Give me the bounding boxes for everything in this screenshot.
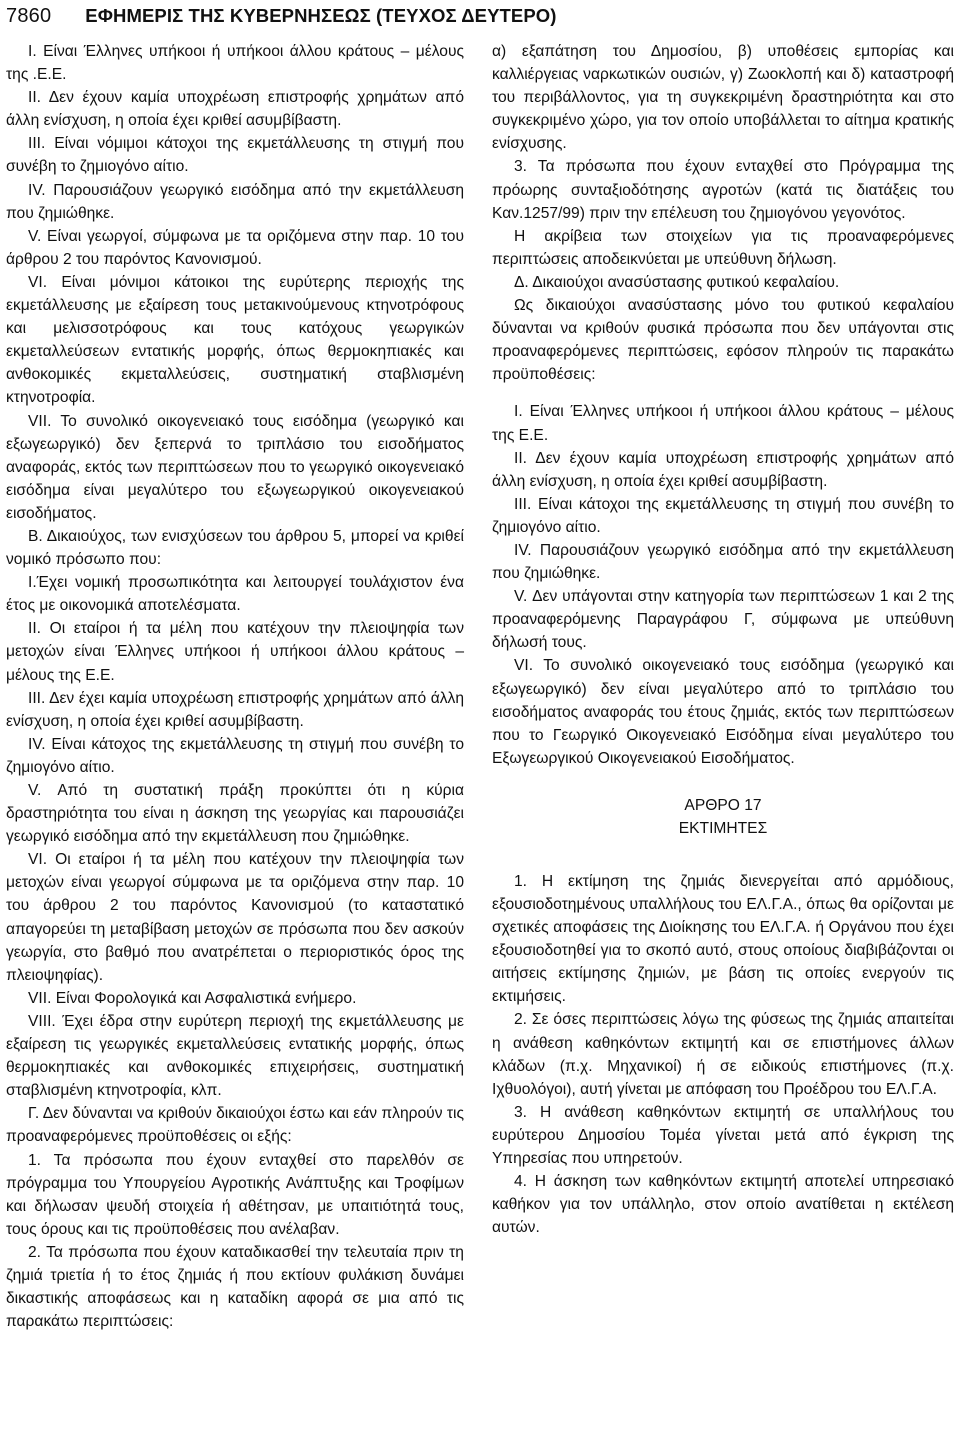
paragraph: Γ. Δεν δύνανται να κριθούν δικαιούχοι έστω και εάν πληρούν τις προαναφερόμενες προϋποθέσεις οι εξής: xyxy=(6,1105,464,1146)
paragraph: 1. Η εκτίμηση της ζημιάς διενεργείται από αρμόδιους, εξουσιοδοτημένους υπαλλήλους του ΕΛ.Γ.Α., όπως θα ορίζονται με σχετικές αποφάσεις της Διοίκησης του ΕΛ.Γ.Α. ή Οργάνου που έχει εξουσιοδοτηθεί για το σκοπό αυτό, στους οποίους διαβιβάζονται οι αιτήσεις εκτίμησης ζημιών, με βάση τις οποίες ενεργούν τις εκτιμήσεις. xyxy=(492,872,954,1006)
paragraph: Ως δικαιούχοι ανασύστασης μόνο του φυτικού κεφαλαίου δύνανται να κριθούν φυσικά πρόσωπα που δεν υπάγονται στις προαναφερόμενες περιπτώσεις, εφόσον πληρούν τις παρακάτω προϋποθέσεις: xyxy=(492,297,954,384)
paragraph: Ι. Είναι Έλληνες υπήκοοι ή υπήκοοι άλλου κράτους – μέλους της .Ε.Ε. xyxy=(6,43,464,84)
paragraph: 1. Τα πρόσωπα που έχουν ενταχθεί στο παρελθόν σε πρόγραμμα του Υπουργείου Αγροτικής Ανάπτυξης και Τροφίμων και δήλωσαν ψευδή στοιχεία ή αθέτησαν, με υπαιτιότητά τους, τους όρους και τις προϋποθέσεις που ανέλαβαν. xyxy=(6,1151,464,1238)
paragraph: 4. Η άσκηση των καθηκόντων εκτιμητή αποτελεί υπηρεσιακό καθήκον για τον υπάλληλο, στον οποίο ανατίθεται η εκτέλεση αυτών. xyxy=(492,1173,954,1237)
paragraph: ΙΙΙ. Είναι νόμιμοι κάτοχοι της εκμετάλλευσης τη στιγμή που συνέβη το ζημιογόνο αίτιο. xyxy=(6,135,464,176)
article-number: ΑΡΘΡΟ 17 xyxy=(684,796,762,814)
paragraph: VΙ. Είναι μόνιμοι κάτοικοι της ευρύτερης περιοχής της εκμετάλλευσης με εξαίρεση τους μετακινούμενους κτηνοτρόφους και μελισσοτρόφους και τους κατόχους γεωργικών εκμεταλλεύσεων εντατικής μορφής, όπως θερμοκηπιακές και ανθοκομικές εκμεταλλεύσεις, συστηματική σταβλισμένη κτηνοτροφία. xyxy=(6,273,464,407)
paragraph: VΙ. Οι εταίροι ή τα μέλη που κατέχουν την πλειοψηφία των μετοχών είναι γεωργοί σύμφωνα με τα οριζόμενα στην παρ. 10 του άρθρου 2 του παρόντος Κανονισμού (το καταστατικό απαγορεύει τη μεταβίβαση μετοχών σε πρόσωπα που δεν ασκούν γεωργία, στο βαθμό που ανατρέπεται ο περιοριστικός όρος της πλειοψηφίας). xyxy=(6,851,464,984)
paragraph: Ι.Έχει νομική προσωπικότητα και λειτουργεί τουλάχιστον ένα έτος με οικονομικά αποτελέσματα. xyxy=(6,574,464,615)
paragraph: Δ. Δικαιούχοι ανασύστασης φυτικού κεφαλαίου. xyxy=(514,273,840,291)
page-header xyxy=(6,2,954,30)
paragraph: 2. Τα πρόσωπα που έχουν καταδικασθεί την τελευταία πριν τη ζημιά τριετία ή το έτος ζημιάς ή που εκτίουν φυλάκιση δυνάμει δικαστικής αποφάσεως και η καταδίκη αφορά σε μια από τις παρακάτω περιπτώσεις: xyxy=(6,1243,464,1331)
page-number: 7860 xyxy=(6,4,52,27)
paragraph: ΙV. Παρουσιάζουν γεωργικό εισόδημα από την εκμετάλλευση που ζημιώθηκε. xyxy=(6,181,464,222)
paragraph: V. Δεν υπάγονται στην κατηγορία των περιπτώσεων 1 και 2 της προαναφερόμενης Παραγράφου Γ, σύμφωνα με υπεύθυνη δήλωσή τους. xyxy=(492,588,954,652)
paragraph: 2. Σε όσες περιπτώσεις λόγω της φύσεως της ζημιάς απαιτείται η ανάθεση καθηκόντων εκτιμητή και σε επιστήμονες άλλων κλάδων (π.χ. Μηχανικοί) ή σε ειδικούς επιστήμονες (π.χ. Ιχθυολόγοι), αυτή γίνεται με απόφαση του Προέδρου του ΕΛ.Γ.Α. xyxy=(492,1011,954,1098)
paragraph: 3. Τα πρόσωπα που έχουν ενταχθεί στο Πρόγραμμα της πρόωρης συνταξιοδότησης αγροτών (κατά τις διατάξεις του Καν.1257/99) πριν την επέλευση του ζημιογόνου γεγονότος. xyxy=(492,158,954,222)
right-column xyxy=(492,40,954,1239)
article-title: ΕΚΤΙΜΗΤΕΣ xyxy=(678,819,768,837)
gazette-title: ΕΦΗΜΕΡΙΣ ΤΗΣ ΚΥΒΕΡΝΗΣΕΩΣ (ΤΕΥΧΟΣ ΔΕΥΤΕΡΟ) xyxy=(85,5,557,26)
paragraph: VΙΙ. Το συνολικό οικογενειακό τους εισόδημα (γεωργικό και εξωγεωργικό) δεν ξεπερνά το τριπλάσιο του εισοδήματος αναφοράς, εκτός των περιπτώσεων που το γεωργικό οικογενειακό εισόδημα είναι μεγαλύτερο του εξωγεωργικού οικογενειακού εισοδήματος. xyxy=(6,412,464,522)
paragraph: 3. Η ανάθεση καθηκόντων εκτιμητή σε υπαλλήλους του ευρύτερου Δημοσίου Τομέα γίνεται μετά από έγκριση της Υπηρεσίας που υπηρετούν. xyxy=(492,1103,954,1168)
paragraph: ΙΙ. Δεν έχουν καμία υποχρέωση επιστροφής χρημάτων από άλλη ενίσχυση, η οποία έχει κριθεί ασυμβίβαστη. xyxy=(6,89,464,130)
paragraph: VΙΙ. Είναι Φορολογικά και Ασφαλιστικά ενήμερο. xyxy=(28,989,357,1007)
paragraph: VΙΙΙ. Έχει έδρα στην ευρύτερη περιοχή της εκμετάλλευσης με εξαίρεση τις γεωργικές εκμεταλλεύσεις εντατικής μορφής, όπως θερμοκηπιακές και ανθοκομικές επιχειρήσεις, συστηματική σταβλισμένη κτηνοτροφία, κλπ. xyxy=(6,1012,464,1100)
left-column xyxy=(6,40,464,1333)
paragraph: Η ακρίβεια των στοιχείων για τις προαναφερόμενες περιπτώσεις αποδεικνύεται με υπεύθυνη δήλωση. xyxy=(492,227,954,268)
paragraph: ΙV. Είναι κάτοχος της εκμετάλλευσης τη στιγμή που συνέβη το ζημιογόνο αίτιο. xyxy=(6,735,464,776)
paragraph: ΙV. Παρουσιάζουν γεωργικό εισόδημα από την εκμετάλλευση που ζημιώθηκε. xyxy=(492,541,954,583)
paragraph: VΙ. Το συνολικό οικογενειακό τους εισόδημα (γεωργικό και εξωγεωργικό) δεν είναι μεγαλύτερο από το τριπλάσιο του εισοδήματος αναφοράς του έτους ζημιάς, εκτός των περιπτώσεων που το Γεωργικό Οικογενειακό Εισόδημα είναι μεγαλύτερο του Εξωγεωργικού Οικογενειακού Εισοδήματος. xyxy=(492,657,954,767)
paragraph: ΙΙ. Δεν έχουν καμία υποχρέωση επιστροφής χρημάτων από άλλη ενίσχυση, η οποία έχει κριθεί ασυμβίβαστη. xyxy=(492,449,954,490)
paragraph: α) εξαπάτηση του Δημοσίου, β) υποθέσεις εμπορίας και καλλιέργειας ναρκωτικών ουσιών, γ) Ζωοκλοπή και δ) καταστροφή του περιβάλλοντος, για τη συγκεκριμένη δραστηριότητα και στο συγκεκριμένο χώρο, για τον οποίο υποβάλλεται το αίτημα κρατικής ενίσχυσης. xyxy=(492,43,954,153)
paragraph: ΙΙΙ. Δεν έχει καμία υποχρέωση επιστροφής χρημάτων από άλλη ενίσχυση, η οποία έχει κριθεί ασυμβίβαστη. xyxy=(6,689,464,730)
paragraph: ΙΙΙ. Είναι κάτοχοι της εκμετάλλευσης τη στιγμή που συνέβη το ζημιογόνο αίτιο. xyxy=(492,495,954,536)
article-heading-block xyxy=(492,794,954,840)
paragraph: V. Από τη συστατική πράξη προκύπτει ότι η κύρια δραστηριότητα του είναι η άσκηση της γεωργίας και παρουσιάζει γεωργικό εισόδημα από την εκμετάλλευση που ζημιώθηκε. xyxy=(6,782,464,846)
paragraph: Β. Δικαιούχος, των ενισχύσεων του άρθρου 5, μπορεί να κριθεί νομικό πρόσωπο που: xyxy=(6,527,464,569)
spacer xyxy=(492,386,954,400)
paragraph: Ι. Είναι Έλληνες υπήκοοι ή υπήκοοι άλλου κράτους – μέλους της Ε.Ε. xyxy=(492,403,954,444)
paragraph: ΙΙ. Οι εταίροι ή τα μέλη που κατέχουν την πλειοψηφία των μετοχών είναι Έλληνες υπήκοοι ή υπήκοοι άλλου κράτους – μέλους της Ε.Ε. xyxy=(6,620,464,684)
paragraph: V. Είναι γεωργοί, σύμφωνα με τα οριζόμενα στην παρ. 10 του άρθρου 2 του παρόντος Κανονισμού. xyxy=(6,227,464,268)
